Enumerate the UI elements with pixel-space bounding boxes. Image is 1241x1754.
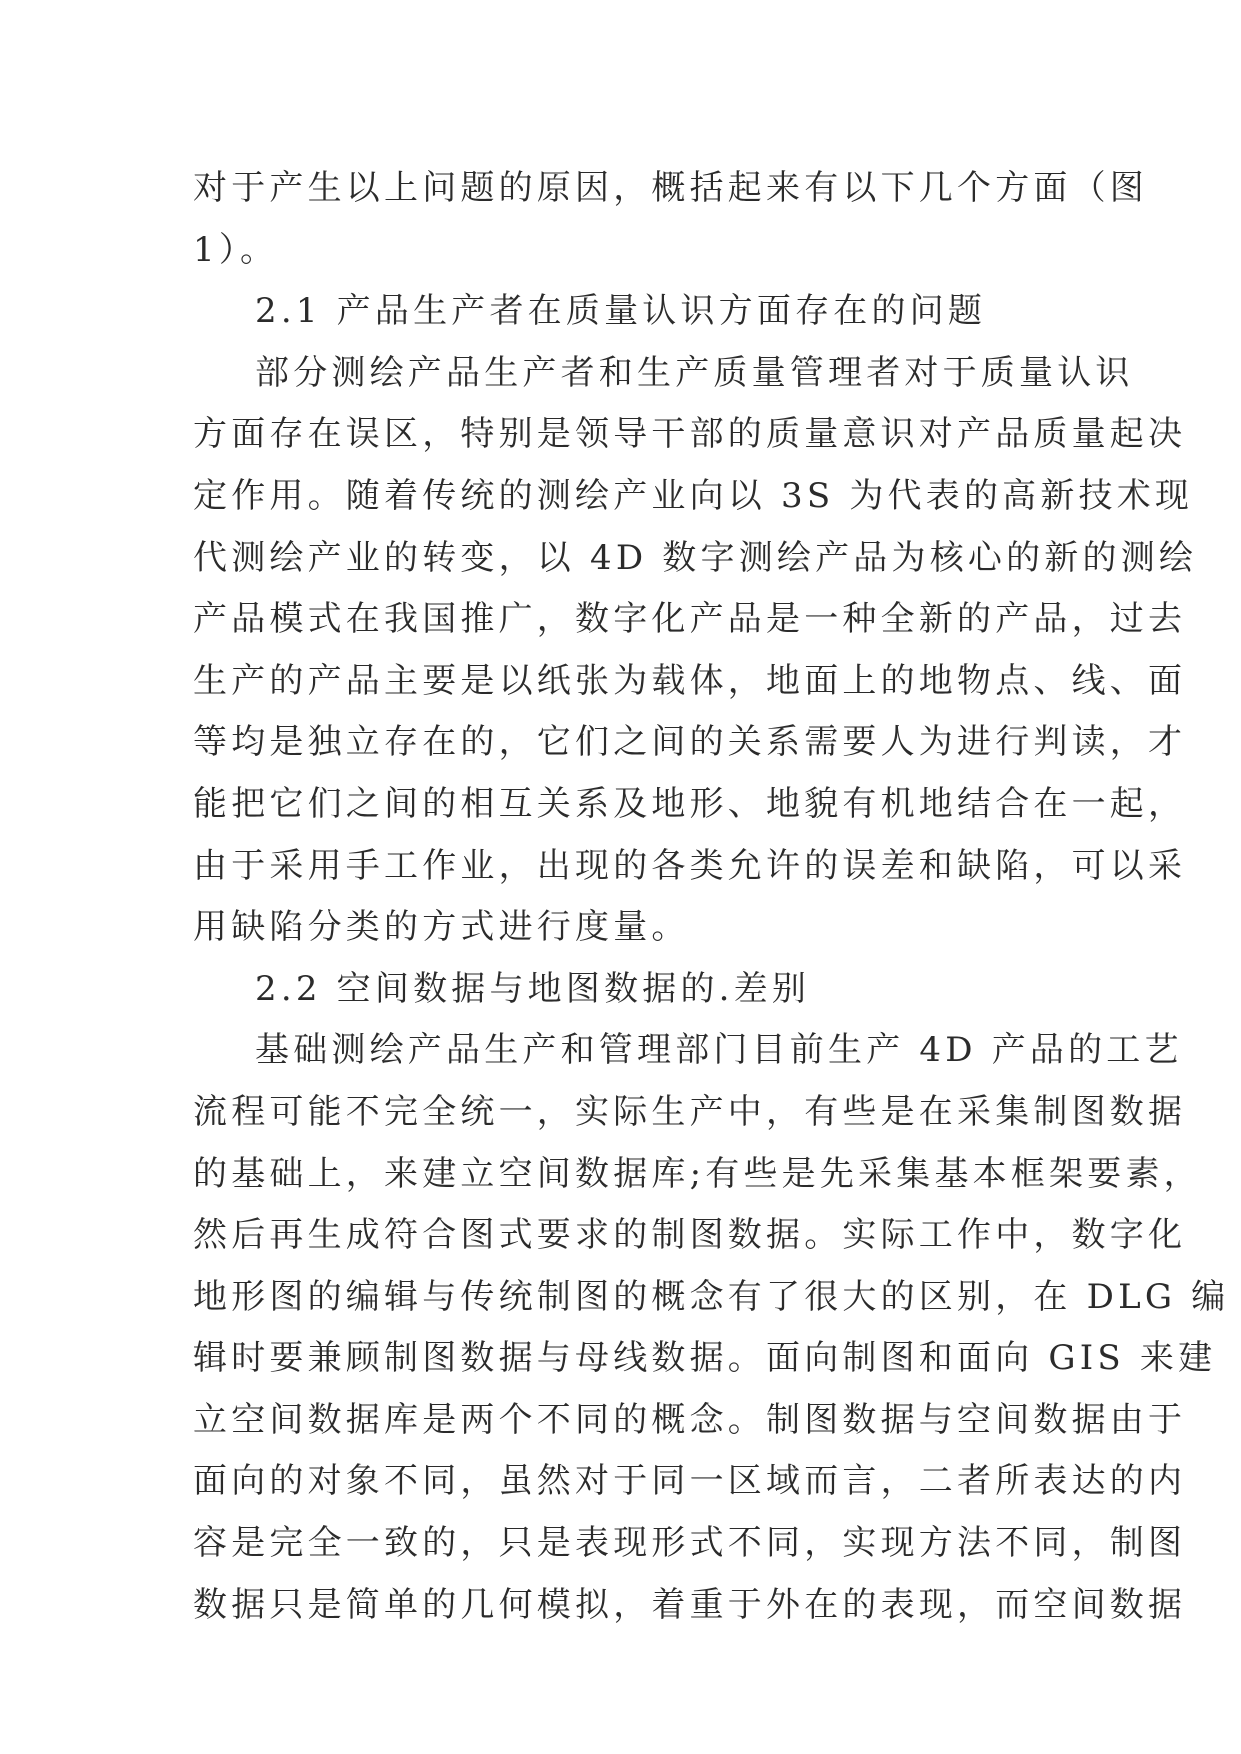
paragraph-line: 定作用。随着传统的测绘产业向以 3S 为代表的高新技术现 (193, 475, 1194, 516)
paragraph-line: 生产的产品主要是以纸张为载体，地面上的地物点、线、面 (193, 660, 1187, 701)
paragraph-line: 由于采用手工作业，出现的各类允许的误差和缺陷，可以采 (193, 845, 1187, 886)
paragraph-line: 能把它们之间的相互关系及地形、地貌有机地结合在一起， (193, 783, 1187, 824)
paragraph-line: 容是完全一致的，只是表现形式不同，实现方法不同，制图 (193, 1523, 1187, 1564)
paragraph-line: 流程可能不完全统一，实际生产中，有些是在采集制图数据 (193, 1091, 1187, 1132)
paragraph-line: 面向的对象不同，虽然对于同一区域而言，二者所表达的内 (193, 1461, 1187, 1502)
section-heading-2-2: 2.2 空间数据与地图数据的.差别 (255, 968, 811, 1009)
paragraph-line: 辑时要兼顾制图数据与母线数据。面向制图和面向 GIS 来建 (193, 1338, 1217, 1379)
paragraph-line: 立空间数据库是两个不同的概念。制图数据与空间数据由于 (193, 1399, 1187, 1440)
paragraph-first-line: 基础测绘产品生产和管理部门目前生产 4D 产品的工艺 (255, 1030, 1183, 1071)
paragraph-line: 对于产生以上问题的原因，概括起来有以下几个方面（图 (193, 168, 1148, 208)
paragraph-first-line: 部分测绘产品生产者和生产质量管理者对于质量认识 (255, 352, 1134, 393)
paragraph-line: 数据只是简单的几何模拟，着重于外在的表现，而空间数据 (193, 1584, 1187, 1625)
paragraph-line: 1）。 (193, 229, 279, 270)
paragraph-line: 然后再生成符合图式要求的制图数据。实际工作中，数字化 (193, 1215, 1187, 1256)
paragraph-line: 代测绘产业的转变，以 4D 数字测绘产品为核心的新的测绘 (193, 537, 1198, 578)
paragraph-line: 的基础上，来建立空间数据库;有些是先采集基本框架要素， (193, 1153, 1202, 1194)
paragraph-line: 地形图的编辑与传统制图的概念有了很大的区别，在 DLG 编 (193, 1276, 1230, 1317)
paragraph-line: 等均是独立存在的，它们之间的关系需要人为进行判读，才 (193, 722, 1187, 763)
paragraph-line: 产品模式在我国推广，数字化产品是一种全新的产品，过去 (193, 599, 1187, 640)
paragraph-line: 用缺陷分类的方式进行度量。 (193, 907, 690, 948)
paragraph-line: 方面存在误区，特别是领导干部的质量意识对产品质量起决 (193, 414, 1187, 455)
section-heading-2-1: 2.1 产品生产者在质量认识方面存在的问题 (255, 291, 987, 332)
document-page (193, 158, 1230, 1636)
